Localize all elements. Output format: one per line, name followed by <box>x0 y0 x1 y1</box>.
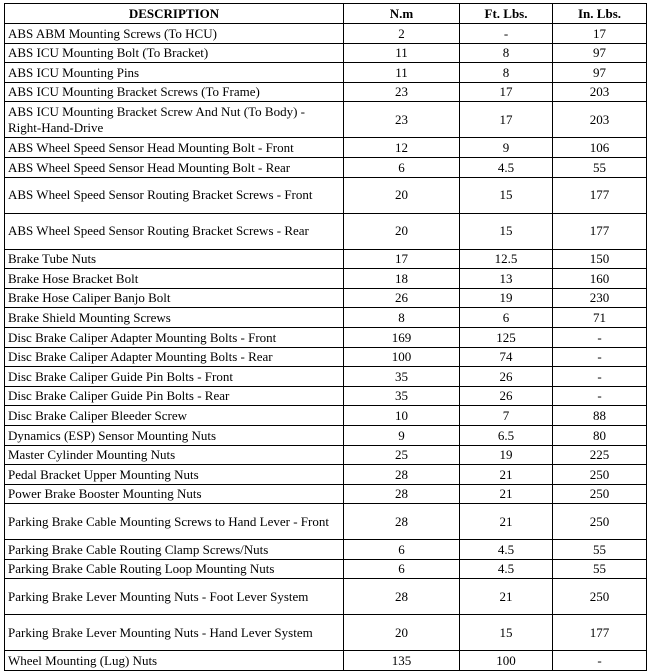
ft-lbs-cell: 12.5 <box>460 249 553 269</box>
table-body <box>5 24 647 671</box>
nm-cell: 35 <box>344 386 460 406</box>
nm-cell: 135 <box>344 651 460 671</box>
in-lbs-cell: - <box>553 367 647 387</box>
nm-cell: 12 <box>344 138 460 158</box>
ft-lbs-cell: 15 <box>460 177 553 213</box>
table-row <box>5 177 647 213</box>
nm-cell: 11 <box>344 63 460 83</box>
in-lbs-cell: 250 <box>553 484 647 504</box>
description-cell: Parking Brake Cable Routing Loop Mounting Nuts <box>5 559 344 579</box>
ft-lbs-cell: - <box>460 24 553 44</box>
ft-lbs-cell: 7 <box>460 406 553 426</box>
ft-lbs-cell: 125 <box>460 327 553 347</box>
description-cell: ABS ICU Mounting Pins <box>5 63 344 83</box>
table-row <box>5 63 647 83</box>
table-row <box>5 138 647 158</box>
nm-cell: 18 <box>344 269 460 289</box>
nm-cell: 9 <box>344 425 460 445</box>
ft-lbs-cell: 19 <box>460 445 553 465</box>
ft-lbs-cell: 4.5 <box>460 559 553 579</box>
ft-lbs-cell: 15 <box>460 213 553 249</box>
in-lbs-cell: 97 <box>553 43 647 63</box>
ft-lbs-cell: 8 <box>460 63 553 83</box>
ft-lbs-cell: 26 <box>460 367 553 387</box>
description-cell: ABS ICU Mounting Bracket Screw And Nut (To Body) - Right-Hand-Drive <box>5 102 344 138</box>
description-cell: ABS ABM Mounting Screws (To HCU) <box>5 24 344 44</box>
header-nm: N.m <box>344 4 460 24</box>
in-lbs-cell: 17 <box>553 24 647 44</box>
nm-cell: 17 <box>344 249 460 269</box>
table-row <box>5 269 647 289</box>
in-lbs-cell: 80 <box>553 425 647 445</box>
table-row <box>5 425 647 445</box>
nm-cell: 6 <box>344 157 460 177</box>
nm-cell: 6 <box>344 540 460 560</box>
ft-lbs-cell: 21 <box>460 579 553 615</box>
nm-cell: 20 <box>344 213 460 249</box>
in-lbs-cell: 225 <box>553 445 647 465</box>
ft-lbs-cell: 15 <box>460 615 553 651</box>
description-cell: Brake Hose Bracket Bolt <box>5 269 344 289</box>
table-row <box>5 157 647 177</box>
in-lbs-cell: 177 <box>553 177 647 213</box>
description-cell: Parking Brake Cable Routing Clamp Screws/Nuts <box>5 540 344 560</box>
description-cell: ABS ICU Mounting Bracket Screws (To Frame) <box>5 82 344 102</box>
nm-cell: 28 <box>344 504 460 540</box>
in-lbs-cell: 250 <box>553 504 647 540</box>
ft-lbs-cell: 6 <box>460 308 553 328</box>
nm-cell: 6 <box>344 559 460 579</box>
in-lbs-cell: - <box>553 386 647 406</box>
table-row <box>5 249 647 269</box>
description-cell: Master Cylinder Mounting Nuts <box>5 445 344 465</box>
nm-cell: 28 <box>344 465 460 485</box>
ft-lbs-cell: 4.5 <box>460 157 553 177</box>
torque-spec-table <box>4 3 647 671</box>
nm-cell: 23 <box>344 102 460 138</box>
ft-lbs-cell: 100 <box>460 651 553 671</box>
in-lbs-cell: 88 <box>553 406 647 426</box>
in-lbs-cell: 230 <box>553 288 647 308</box>
in-lbs-cell: 150 <box>553 249 647 269</box>
in-lbs-cell: 250 <box>553 579 647 615</box>
description-cell: Disc Brake Caliper Guide Pin Bolts - Rear <box>5 386 344 406</box>
ft-lbs-cell: 17 <box>460 82 553 102</box>
table-row <box>5 465 647 485</box>
ft-lbs-cell: 26 <box>460 386 553 406</box>
header-in-lbs: In. Lbs. <box>553 4 647 24</box>
table-row <box>5 288 647 308</box>
nm-cell: 35 <box>344 367 460 387</box>
table-row <box>5 615 647 651</box>
ft-lbs-cell: 74 <box>460 347 553 367</box>
table-row <box>5 484 647 504</box>
in-lbs-cell: 177 <box>553 213 647 249</box>
table-row <box>5 24 647 44</box>
description-cell: Parking Brake Cable Mounting Screws to Hand Lever - Front <box>5 504 344 540</box>
table-row <box>5 367 647 387</box>
description-cell: ABS Wheel Speed Sensor Routing Bracket Screws - Rear <box>5 213 344 249</box>
description-cell: Disc Brake Caliper Guide Pin Bolts - Front <box>5 367 344 387</box>
table-row <box>5 559 647 579</box>
description-cell: Disc Brake Caliper Adapter Mounting Bolts - Rear <box>5 347 344 367</box>
nm-cell: 25 <box>344 445 460 465</box>
nm-cell: 26 <box>344 288 460 308</box>
table-row <box>5 386 647 406</box>
ft-lbs-cell: 4.5 <box>460 540 553 560</box>
description-cell: ABS Wheel Speed Sensor Head Mounting Bolt - Front <box>5 138 344 158</box>
description-cell: ABS Wheel Speed Sensor Head Mounting Bolt - Rear <box>5 157 344 177</box>
table-row <box>5 43 647 63</box>
in-lbs-cell: - <box>553 347 647 367</box>
nm-cell: 8 <box>344 308 460 328</box>
in-lbs-cell: 106 <box>553 138 647 158</box>
in-lbs-cell: 203 <box>553 82 647 102</box>
description-cell: Pedal Bracket Upper Mounting Nuts <box>5 465 344 485</box>
ft-lbs-cell: 9 <box>460 138 553 158</box>
description-cell: ABS ICU Mounting Bolt (To Bracket) <box>5 43 344 63</box>
nm-cell: 11 <box>344 43 460 63</box>
nm-cell: 20 <box>344 177 460 213</box>
header-ft-lbs: Ft. Lbs. <box>460 4 553 24</box>
table-row <box>5 579 647 615</box>
in-lbs-cell: 71 <box>553 308 647 328</box>
in-lbs-cell: 177 <box>553 615 647 651</box>
description-cell: Parking Brake Lever Mounting Nuts - Hand Lever System <box>5 615 344 651</box>
nm-cell: 169 <box>344 327 460 347</box>
table-row <box>5 347 647 367</box>
ft-lbs-cell: 17 <box>460 102 553 138</box>
table-row <box>5 406 647 426</box>
ft-lbs-cell: 21 <box>460 504 553 540</box>
description-cell: Disc Brake Caliper Adapter Mounting Bolts - Front <box>5 327 344 347</box>
in-lbs-cell: 55 <box>553 559 647 579</box>
in-lbs-cell: 203 <box>553 102 647 138</box>
table-row <box>5 327 647 347</box>
description-cell: Disc Brake Caliper Bleeder Screw <box>5 406 344 426</box>
table-row <box>5 213 647 249</box>
ft-lbs-cell: 8 <box>460 43 553 63</box>
description-cell: Power Brake Booster Mounting Nuts <box>5 484 344 504</box>
in-lbs-cell: - <box>553 327 647 347</box>
table-row <box>5 102 647 138</box>
description-cell: Brake Shield Mounting Screws <box>5 308 344 328</box>
in-lbs-cell: 55 <box>553 157 647 177</box>
description-cell: Brake Tube Nuts <box>5 249 344 269</box>
ft-lbs-cell: 21 <box>460 465 553 485</box>
nm-cell: 23 <box>344 82 460 102</box>
in-lbs-cell: 250 <box>553 465 647 485</box>
nm-cell: 2 <box>344 24 460 44</box>
table-row <box>5 308 647 328</box>
table-header-row <box>5 4 647 24</box>
in-lbs-cell: - <box>553 651 647 671</box>
table-row <box>5 445 647 465</box>
description-cell: Wheel Mounting (Lug) Nuts <box>5 651 344 671</box>
description-cell: ABS Wheel Speed Sensor Routing Bracket Screws - Front <box>5 177 344 213</box>
ft-lbs-cell: 6.5 <box>460 425 553 445</box>
in-lbs-cell: 97 <box>553 63 647 83</box>
in-lbs-cell: 55 <box>553 540 647 560</box>
ft-lbs-cell: 13 <box>460 269 553 289</box>
nm-cell: 20 <box>344 615 460 651</box>
description-cell: Dynamics (ESP) Sensor Mounting Nuts <box>5 425 344 445</box>
nm-cell: 28 <box>344 579 460 615</box>
table-row <box>5 82 647 102</box>
nm-cell: 100 <box>344 347 460 367</box>
ft-lbs-cell: 19 <box>460 288 553 308</box>
description-cell: Parking Brake Lever Mounting Nuts - Foot Lever System <box>5 579 344 615</box>
nm-cell: 28 <box>344 484 460 504</box>
ft-lbs-cell: 21 <box>460 484 553 504</box>
table-row <box>5 504 647 540</box>
header-description: DESCRIPTION <box>5 4 344 24</box>
table-row <box>5 651 647 671</box>
description-cell: Brake Hose Caliper Banjo Bolt <box>5 288 344 308</box>
in-lbs-cell: 160 <box>553 269 647 289</box>
nm-cell: 10 <box>344 406 460 426</box>
table-row <box>5 540 647 560</box>
